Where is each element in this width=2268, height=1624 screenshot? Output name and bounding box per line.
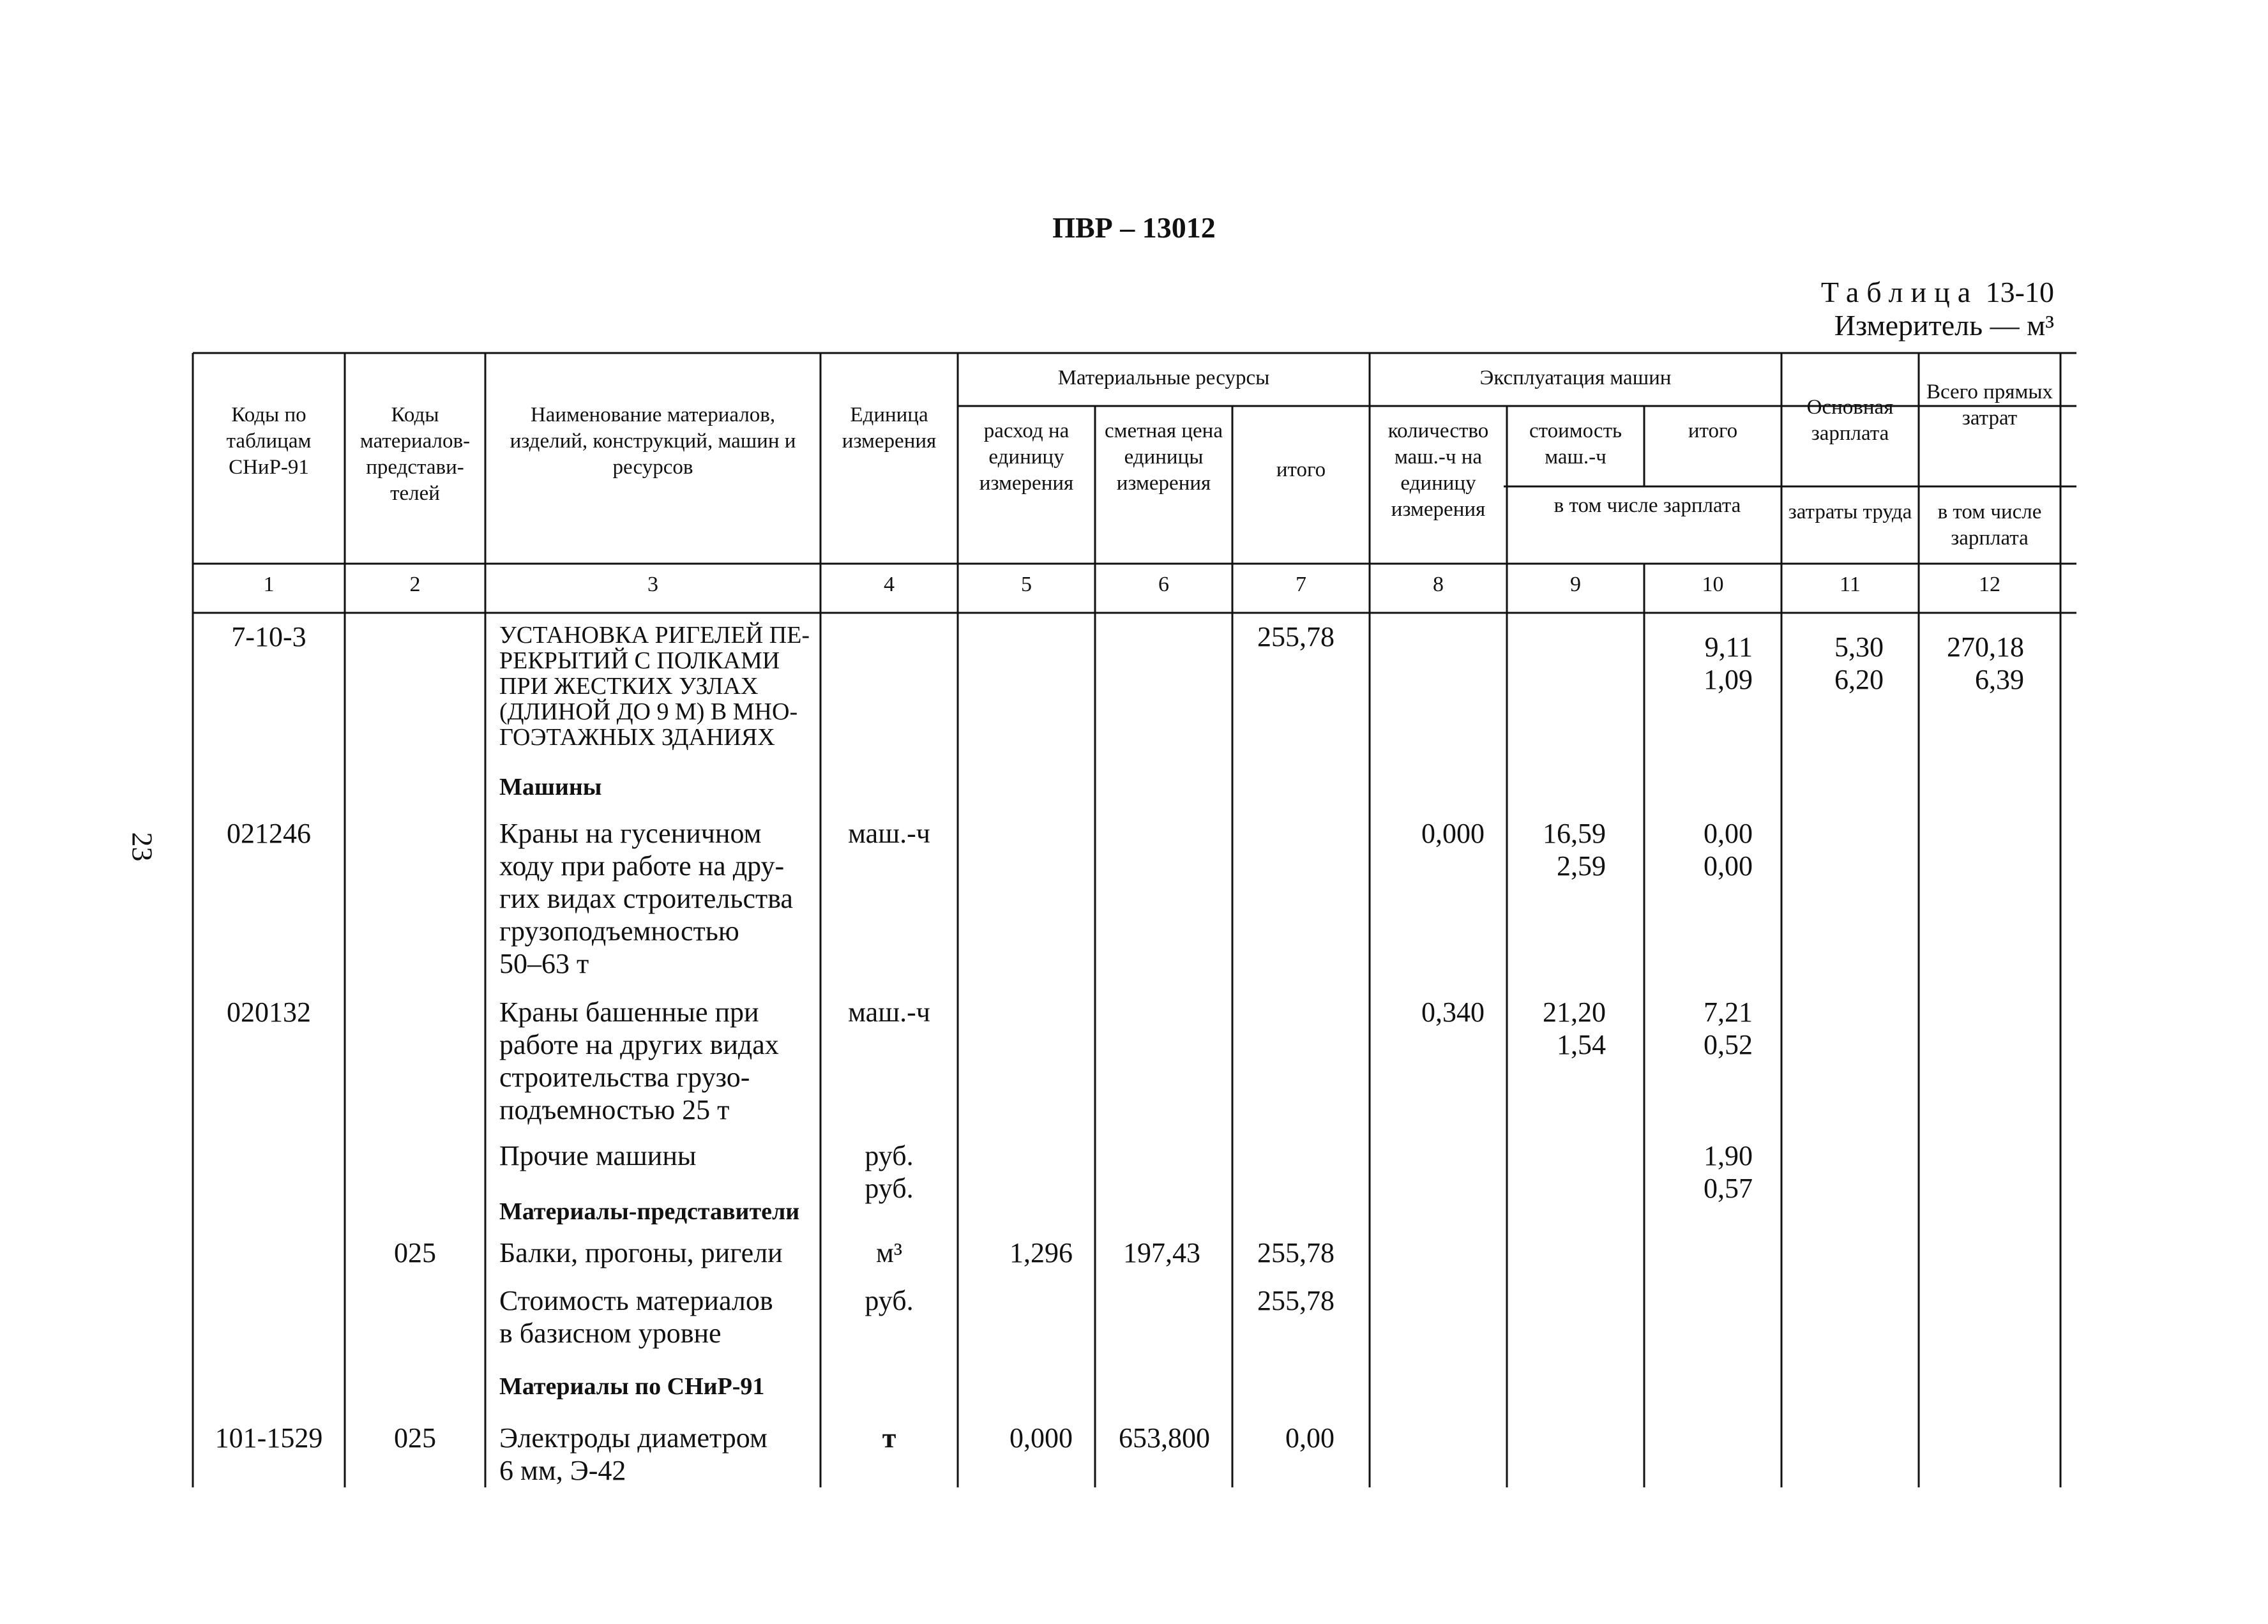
row-beams-code: 025 xyxy=(394,1237,436,1268)
row-crane1-total: 0,00 xyxy=(1704,818,1753,849)
row-electrodes-name: Электроды диаметром 6 мм, Э-42 xyxy=(499,1422,767,1486)
column-number: 7 xyxy=(1296,573,1306,596)
row-crane1-code: 021246 xyxy=(227,818,311,849)
header-total-incl-wages: в том числе зарплата xyxy=(1937,500,2042,550)
row-main-total-direct: 270,18 xyxy=(1947,631,2024,663)
row-crane2-cost: 21,20 xyxy=(1543,996,1606,1028)
section-machines: Машины xyxy=(499,774,602,801)
row-main-code: 7-10-3 xyxy=(231,621,306,652)
section-snir-materials: Материалы по СНиР-91 xyxy=(499,1373,765,1400)
header-total-direct: Всего прямых затрат xyxy=(1926,380,2053,430)
row-crane1-name: Краны на гусеничном ходу при работе на дру- гих видах строительства грузоподъемностью 50–63 т xyxy=(499,818,793,979)
row-crane2-total-wages: 0,52 xyxy=(1704,1029,1753,1060)
measure-unit: Измеритель — м³ xyxy=(1834,309,2054,342)
row-crane2-hours: 0,340 xyxy=(1421,996,1485,1028)
row-electrodes-consumption: 0,000 xyxy=(1009,1422,1073,1454)
header-name: Наименование материалов, изделий, конструкций, машин и ресурсов xyxy=(510,403,796,479)
header-machine-cost: стоимость маш.-ч xyxy=(1529,419,1622,469)
row-electrodes-unit: т xyxy=(882,1422,896,1454)
row-electrodes-material-code: 025 xyxy=(394,1422,436,1454)
row-beams-name: Балки, прогоны, ригели xyxy=(499,1237,783,1268)
row-other-total-wages: 0,57 xyxy=(1704,1173,1753,1204)
header-unit: Единица измерения xyxy=(842,403,937,453)
row-crane1-hours: 0,000 xyxy=(1421,818,1485,849)
row-beams-unit: м³ xyxy=(875,1237,903,1268)
row-crane2-name: Краны башенные при работе на других видах строительства грузо- подъемностью 25 т xyxy=(499,996,779,1125)
header-machine-total: итого xyxy=(1688,419,1738,442)
column-number: 3 xyxy=(647,573,658,596)
header-consumption: расход на единицу измерения xyxy=(979,419,1074,495)
header-labor-costs: затраты труда xyxy=(1788,500,1912,523)
row-crane2-code: 020132 xyxy=(227,996,311,1028)
column-number: 5 xyxy=(1021,573,1032,596)
column-number: 1 xyxy=(263,573,275,596)
row-crane2-total: 7,21 xyxy=(1704,996,1753,1028)
row-cost-unit: руб. xyxy=(865,1285,914,1316)
row-other-unit-wages: руб. xyxy=(865,1173,914,1204)
row-crane1-cost-wages: 2,59 xyxy=(1557,850,1606,882)
row-main-total-wages: 6,39 xyxy=(1975,664,2024,695)
row-beams-total: 255,78 xyxy=(1257,1237,1334,1268)
row-main-machine-wages: 1,09 xyxy=(1704,664,1753,695)
page-number: 23 xyxy=(126,832,159,862)
row-electrodes-price: 653,800 xyxy=(1119,1422,1210,1454)
column-number: 11 xyxy=(1840,573,1861,596)
column-number: 6 xyxy=(1158,573,1169,596)
row-other-name: Прочие машины xyxy=(499,1140,697,1171)
section-representative-materials: Материалы-представители xyxy=(499,1198,800,1225)
header-group-materials: Материальные ресурсы xyxy=(1057,366,1270,389)
row-main-mat-total: 255,78 xyxy=(1257,621,1334,652)
row-main-name: УСТАНОВКА РИГЕЛЕЙ ПЕ- РЕКРЫТИЙ С ПОЛКАМИ ПРИ ЖЕСТКИХ УЗЛАХ (ДЛИНОЙ ДО 9 М) В МНО- ГОЭТАЖНЫХ ЗДАНИЯХ xyxy=(499,622,810,751)
column-number: 4 xyxy=(884,573,895,596)
row-cost-name: Стоимость материалов в базисном уровне xyxy=(499,1285,773,1349)
row-beams-consumption: 1,296 xyxy=(1009,1237,1073,1268)
header-codes-snir: Коды по таблицам СНиР-91 xyxy=(226,403,312,479)
table-number: 13-10 xyxy=(1985,276,2054,308)
row-crane1-unit: маш.-ч xyxy=(848,818,930,849)
row-crane1-cost: 16,59 xyxy=(1543,818,1606,849)
row-crane2-cost-wages: 1,54 xyxy=(1557,1029,1606,1060)
row-main-base-wages: 5,30 xyxy=(1834,631,1884,663)
column-number: 9 xyxy=(1570,573,1581,596)
header-codes-materials: Коды материалов-представи-телей xyxy=(359,403,471,505)
row-main-labor: 6,20 xyxy=(1834,664,1884,695)
row-other-unit: руб. xyxy=(865,1140,914,1171)
document-title: ПВР – 13012 xyxy=(1052,211,1216,244)
header-incl-wages: в том числе зарплата xyxy=(1554,494,1741,517)
header-mat-total: итого xyxy=(1276,458,1326,481)
row-other-total: 1,90 xyxy=(1704,1140,1753,1171)
column-number: 12 xyxy=(1979,573,2000,596)
table-label: Таблица xyxy=(1820,276,1979,308)
row-electrodes-total: 0,00 xyxy=(1285,1422,1334,1454)
header-base-wages: Основная зарплата xyxy=(1806,396,1894,445)
header-unit-price: сметная цена единицы измерения xyxy=(1105,419,1223,495)
column-number: 10 xyxy=(1702,573,1724,596)
row-cost-total: 255,78 xyxy=(1257,1285,1334,1316)
header-group-machines: Эксплуатация машин xyxy=(1479,366,1672,389)
row-electrodes-code: 101-1529 xyxy=(215,1422,323,1454)
header-machine-hours: количество маш.-ч на единицу измерения xyxy=(1387,419,1489,521)
column-number: 2 xyxy=(409,573,421,596)
row-beams-price: 197,43 xyxy=(1123,1237,1200,1268)
row-crane2-unit: маш.-ч xyxy=(848,996,930,1028)
column-number: 8 xyxy=(1433,573,1444,596)
row-crane1-total-wages: 0,00 xyxy=(1704,850,1753,882)
row-main-machine-total: 9,11 xyxy=(1704,631,1753,663)
